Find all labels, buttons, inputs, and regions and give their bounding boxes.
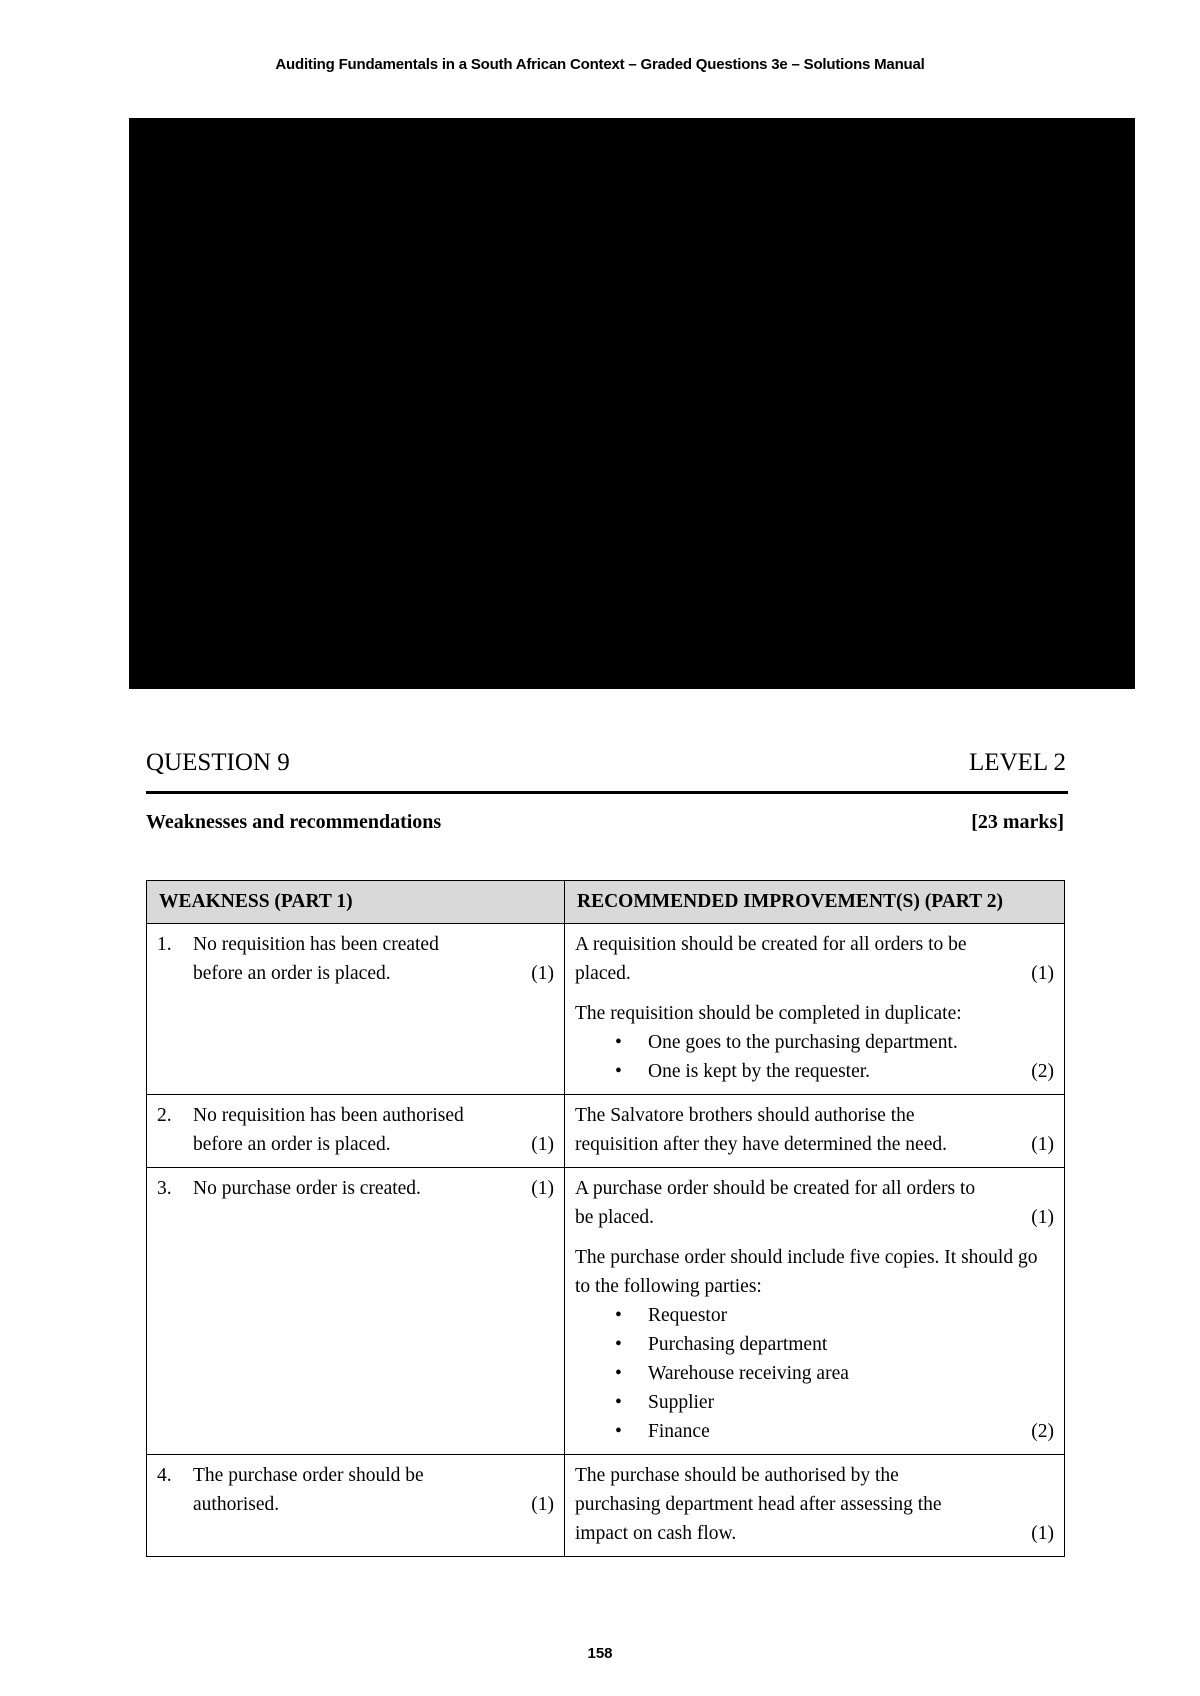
bullets-mark: (2) [1031,1421,1054,1442]
question-marks: [23 marks] [971,811,1064,833]
recommendation-line: The purchase should be authorised by the [575,1465,899,1486]
bullet-list [575,1028,1054,1086]
weakness-line: The purchase order should be [193,1465,424,1486]
recommendation-mark: (1) [1031,1207,1054,1228]
table-row [147,1168,1065,1455]
recommendation-mark: (1) [1031,963,1054,984]
weakness-cell [147,1095,565,1168]
list-item: • Supplier [615,1392,715,1413]
table-row [147,1095,1065,1168]
column-header-recommendation: RECOMMENDED IMPROVEMENT(S) (PART 2) [565,881,1065,924]
question-subtitle: Weaknesses and recommendations [146,811,442,833]
weakness-cell [147,924,565,1095]
page-number: 158 [587,1645,613,1662]
recommendation-intro: The purchase order should include five copies. It should go to the following parties: [575,1247,1038,1297]
recommendation-line: A requisition should be created for all orders to be [575,934,967,955]
table-row [147,1455,1065,1557]
list-item: • One is kept by the requester. (2) [575,1057,1054,1086]
recommendation-line: requisition after they have determined the need. [575,1134,947,1155]
weakness-mark: (1) [531,1494,554,1515]
list-item: • Purchasing department [615,1334,828,1355]
recommendation-line: A purchase order should be created for all orders to [575,1178,976,1199]
recommendation-line: impact on cash flow. [575,1523,737,1544]
weakness-mark: (1) [531,1178,554,1199]
recommendation-mark: (1) [1031,1523,1054,1544]
running-header: Auditing Fundamentals in a South African Context – Graded Questions 3e – Solutions Manual [275,56,925,73]
row-number: 2. [157,1105,172,1126]
bullets-mark: (2) [1031,1061,1054,1082]
weakness-mark: (1) [531,1134,554,1155]
question-level: LEVEL 2 [969,749,1066,776]
question-subheading [146,809,1064,835]
weakness-line: No requisition has been authorised [193,1105,464,1126]
weakness-cell [147,1168,565,1455]
bullet-list [575,1301,1054,1446]
heading-divider [146,791,1068,794]
weakness-cell [147,1455,565,1557]
list-item: • Requestor [615,1305,728,1326]
question-heading [146,748,1066,778]
column-header-weakness: WEAKNESS (PART 1) [147,881,565,924]
recommendation-cell [565,924,1065,1095]
recommendation-line: be placed. [575,1207,655,1228]
recommendation-line: purchasing department head after assessing the [575,1494,942,1515]
list-item: • Finance (2) [575,1417,1054,1446]
redacted-content-block [129,118,1135,689]
row-number: 1. [157,934,172,955]
row-number: 3. [157,1178,172,1199]
weakness-line: before an order is placed. [193,1134,391,1155]
recommendation-intro: The requisition should be completed in duplicate: [575,1003,962,1024]
question-title: QUESTION 9 [146,749,290,776]
weakness-line: No requisition has been created [193,934,439,955]
solution-table [146,880,1065,1557]
recommendation-line: The Salvatore brothers should authorise the [575,1105,915,1126]
recommendation-mark: (1) [1031,1134,1054,1155]
weakness-line: No purchase order is created. [193,1178,421,1199]
weakness-line: authorised. [193,1494,280,1515]
recommendation-cell [565,1095,1065,1168]
list-item: • One goes to the purchasing department. [615,1032,958,1053]
row-number: 4. [157,1465,172,1486]
table-header-row [147,881,1065,924]
weakness-mark: (1) [531,963,554,984]
recommendation-cell [565,1168,1065,1455]
recommendation-cell [565,1455,1065,1557]
weakness-line: before an order is placed. [193,963,391,984]
recommendation-line: placed. [575,963,631,984]
table-row [147,924,1065,1095]
list-item: • Warehouse receiving area [615,1363,849,1384]
